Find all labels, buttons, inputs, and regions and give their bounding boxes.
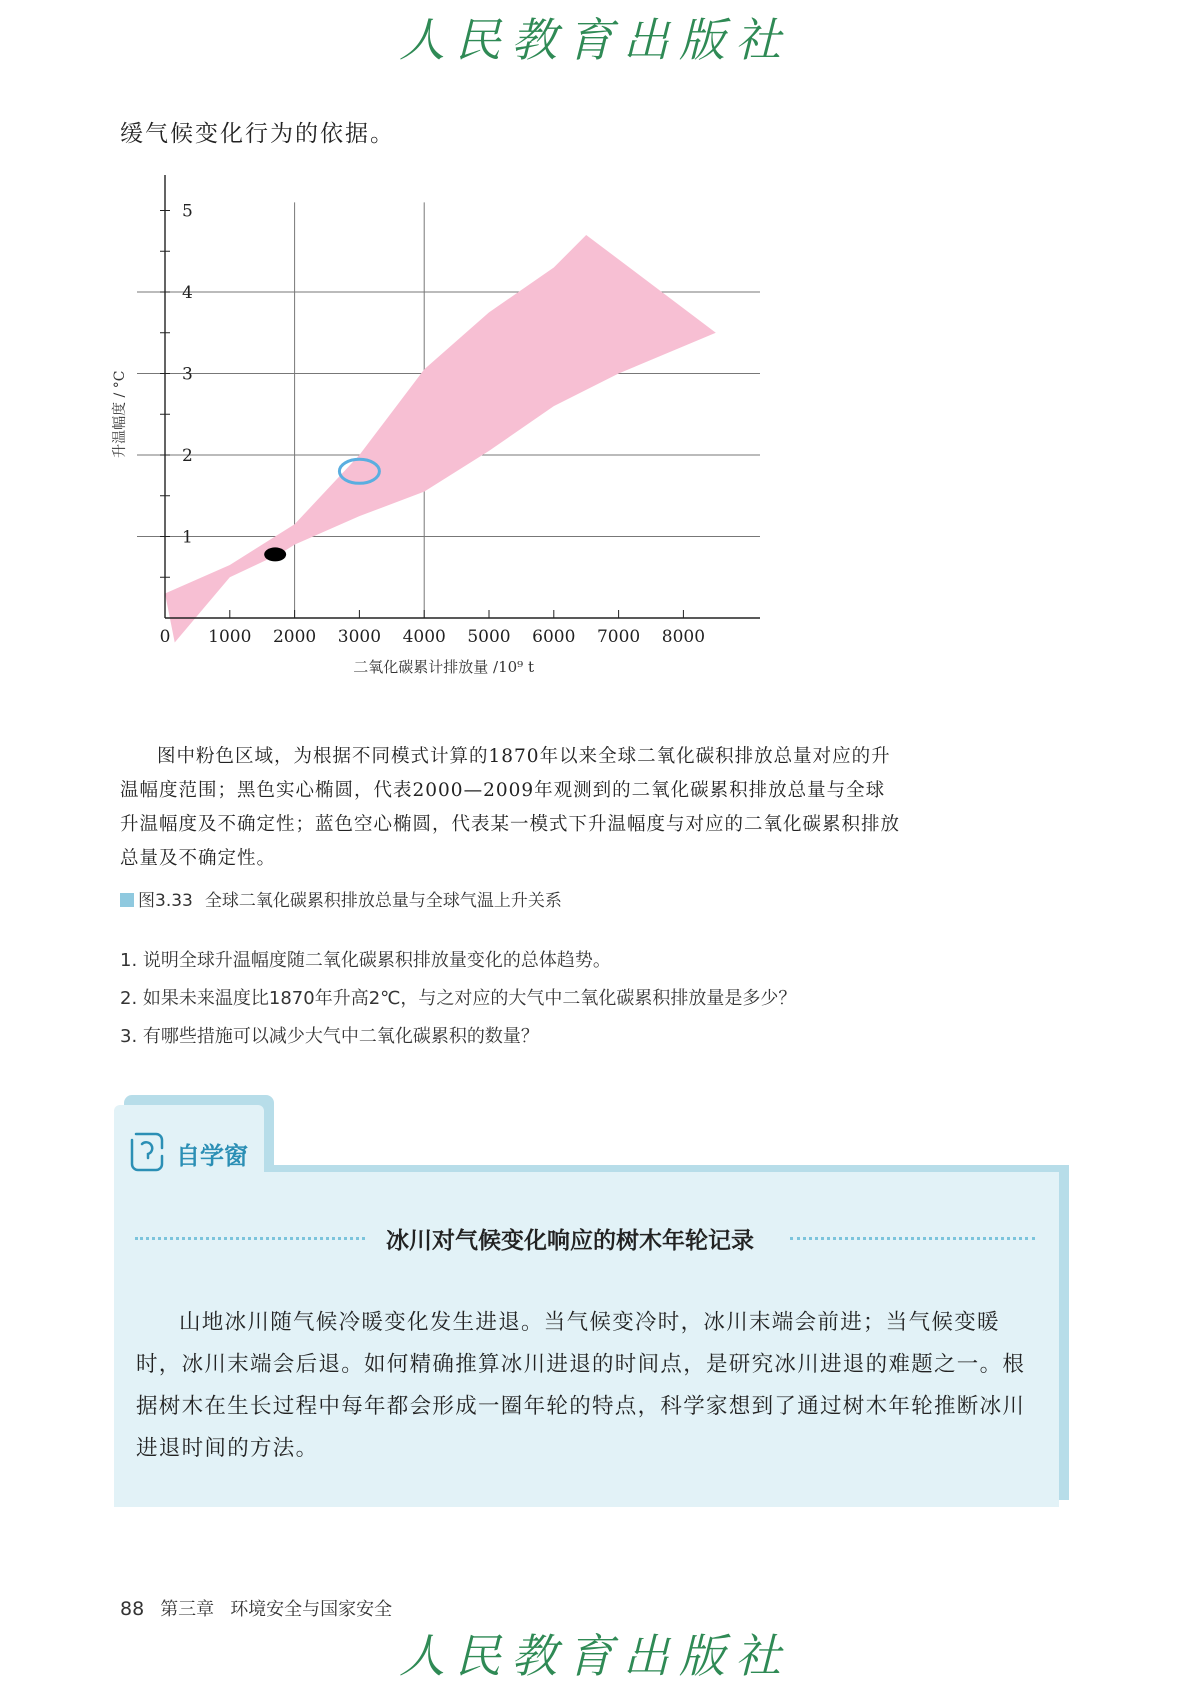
question-list [120,946,796,1060]
y-tick-label: 4 [182,283,193,303]
chapter-label: 第三章 [160,1599,215,1620]
figure-title: 全球二氧化碳累积排放总量与全球气温上升关系 [204,891,562,911]
x-tick-label: 0 [159,627,171,647]
x-tick-label: 6000 [532,627,576,647]
x-tick-label: 1000 [208,627,252,647]
y-axis-label: 升温幅度 / °C [112,370,128,458]
lead-text: 缓气候变化行为的依据。 [120,121,395,147]
y-tick-label: 5 [182,201,193,222]
self-study-tab-label: 自学窗 [176,1142,248,1170]
page-number: 88 [120,1598,145,1620]
figure-marker-square [120,893,134,907]
x-tick-label: 3000 [337,627,382,647]
y-tick-label: 3 [182,364,193,385]
x-tick-label: 8000 [661,627,706,647]
question-item: 1. 说明全球升温幅度随二氧化碳累积排放量变化的总体趋势。 [120,950,611,971]
x-tick-label: 7000 [596,627,641,647]
page-footer [120,1595,392,1621]
title-dots-left [135,1237,365,1240]
question-item: 3. 有哪些措施可以减少大气中二氧化碳累积的数量？ [120,1026,539,1047]
x-tick-label: 2000 [272,627,317,647]
x-axis-label: 二氧化碳累计排放量 /10⁹ t [353,658,534,676]
chapter-title: 环境安全与国家安全 [230,1599,393,1620]
self-study-body: 山地冰川随气候冷暖变化发生进退。当气候变冷时，冰川末端会前进；当气候变暖时，冰川末端会后退。如何精确推算冰川进退的时间点，是研究冰川进退的难题之一。根据树木在生长过程中每年都会形成一圈年轮的特点，科学家想到了通过树木年轮推断冰川进退时间的方法。 [136,1310,1026,1461]
y-tick-label: 1 [182,527,193,548]
observed-uncertainty-ellipse [264,547,286,561]
publisher-watermark-bottom: 人民教育出版社 [399,1629,791,1683]
title-dots-right [790,1237,1035,1240]
x-tick-label: 4000 [402,627,446,647]
emissions-warming-chart [110,175,830,735]
figure-label [120,886,562,911]
self-study-icon [128,1128,168,1172]
self-study-title: 冰川对气候变化响应的树木年轮记录 [386,1227,754,1254]
figure-number: 图3.33 [138,891,193,911]
y-tick-label: 2 [182,446,193,466]
warming-range-band [165,235,716,643]
figure-caption-body: 图中粉色区域，为根据不同模式计算的1870年以来全球二氧化碳积排放总量对应的升温幅度范围；黑色实心椭圆，代表2000—2009年观测到的二氧化碳累积排放总量与全球升温幅度及不确定性；蓝色空心椭圆，代表某一模式下升温幅度与对应的二氧化碳累积排放总量及不确定性。 [120,746,901,869]
publisher-watermark-top: 人民教育出版社 [399,13,791,67]
x-tick-label: 5000 [467,627,511,647]
question-item: 2. 如果未来温度比1870年升高2℃，与之对应的大气中二氧化碳累积排放量是多少？ [120,988,797,1009]
